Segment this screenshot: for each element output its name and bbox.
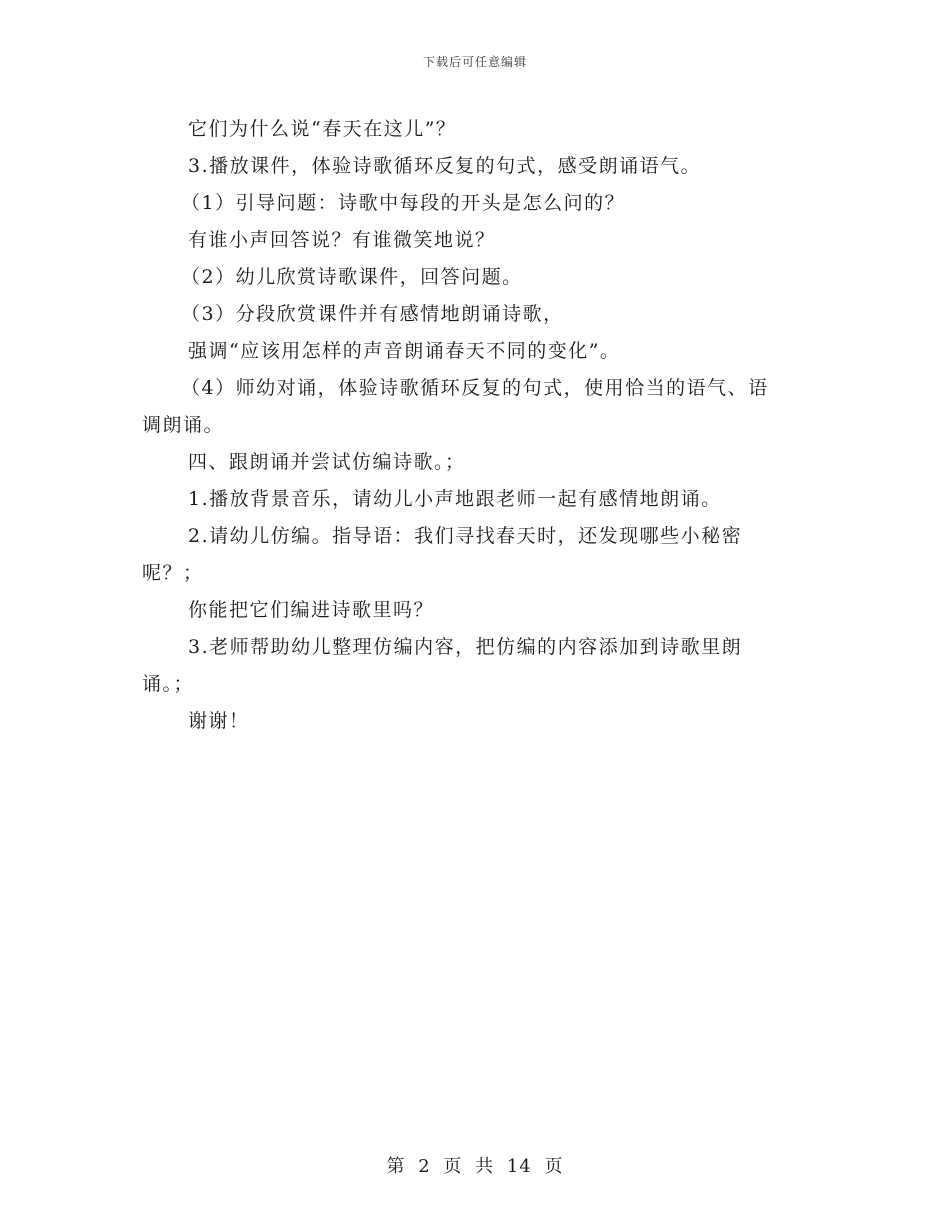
paragraph-line: 诵。； <box>142 673 195 695</box>
paragraph-line: 2.请幼儿仿编。指导语：我们寻找春天时，还发现哪些小秘密 <box>188 525 743 547</box>
paragraph-line: 1.播放背景音乐，请幼儿小声地跟老师一起有感情地朗诵。 <box>188 488 722 510</box>
paragraph-line: 呢？； <box>142 562 204 584</box>
document-body <box>142 111 812 740</box>
paragraph-line: （3）分段欣赏课件并有感情地朗诵诗歌， <box>181 303 564 325</box>
paragraph-line: 3.老师帮助幼儿整理仿编内容，把仿编的内容添加到诗歌里朗 <box>188 636 743 658</box>
section-heading: 四、跟朗诵并尝试仿编诗歌。； <box>188 451 466 473</box>
paragraph-line: 强调“应该用怎样的声音朗诵春天不同的变化”。 <box>188 340 621 362</box>
paragraph-line: （2）幼儿欣赏诗歌课件，回答问题。 <box>181 266 523 288</box>
paragraph-line: （1）引导问题：诗歌中每段的开头是怎么问的？ <box>181 192 626 214</box>
paragraph-line: 它们为什么说“春天在这儿”？ <box>188 118 457 140</box>
paragraph-line: 调朗诵。 <box>142 414 225 436</box>
paragraph-line: 3.播放课件，体验诗歌循环反复的句式，感受朗诵语气。 <box>188 155 702 177</box>
closing-line: 谢谢！ <box>188 710 250 732</box>
paragraph-line: 你能把它们编进诗歌里吗？ <box>188 599 435 621</box>
page-number: 第 2 页 共 14 页 <box>386 1156 564 1177</box>
page-header: 下载后可任意编辑 <box>422 55 527 69</box>
paragraph-line: 有谁小声回答说？有谁微笑地说？ <box>188 229 496 251</box>
paragraph-line: （4）师幼对诵，体验诗歌循环反复的句式，使用恰当的语气、语 <box>181 377 769 399</box>
